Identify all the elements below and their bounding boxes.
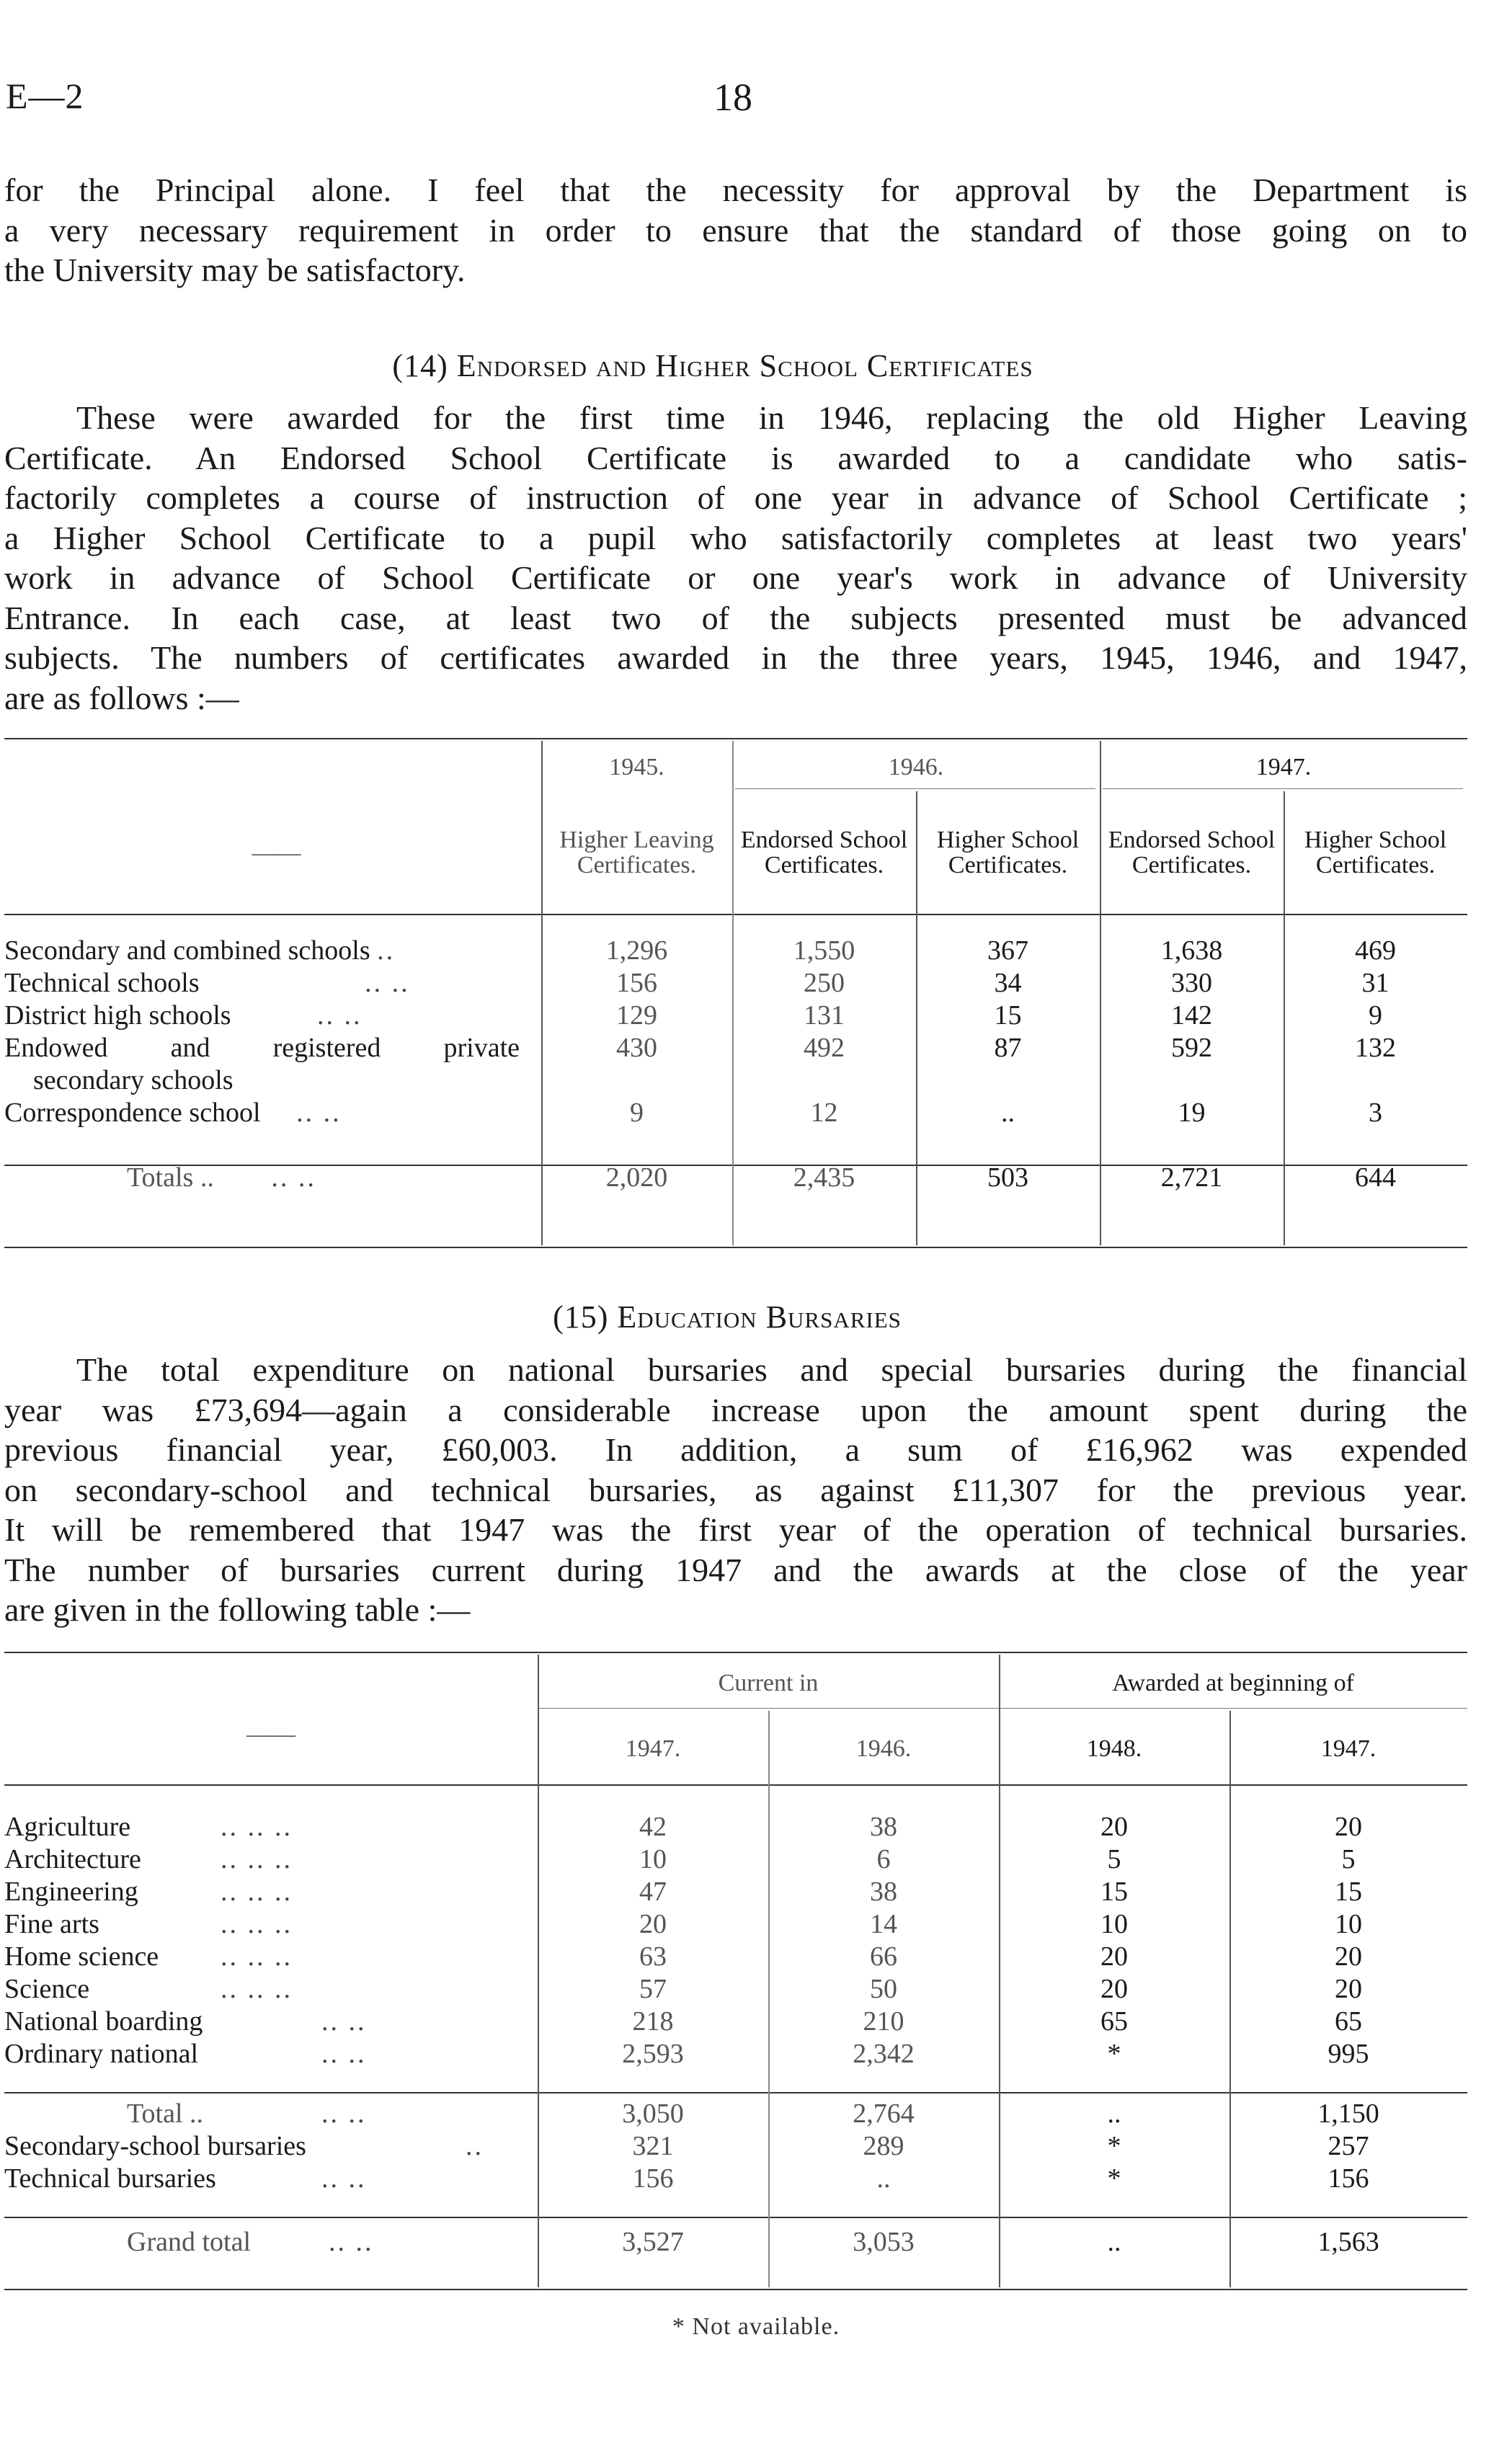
- row-label: Technical schools: [4, 967, 200, 998]
- leader-dots: .. ..: [271, 1162, 316, 1193]
- bursaries-table: [4, 1655, 1467, 2261]
- group-header: Current in: [718, 1669, 819, 1696]
- leader-dots: .. .. ..: [221, 1843, 293, 1874]
- text-line: a very necessary requirement in order to ensure that the standard of those going on to: [4, 211, 1467, 249]
- year-header: 1946.: [888, 753, 944, 780]
- cell-value: 14: [870, 1908, 897, 1939]
- row-label: Totals ..: [127, 1162, 214, 1193]
- table-row: [4, 1064, 1467, 1096]
- table-row: [4, 2162, 1467, 2194]
- cell-value: 257: [1328, 2130, 1369, 2161]
- text-line: The total expenditure on national bursaries and special bursaries during the financial: [76, 1351, 1467, 1388]
- cell-value: 63: [639, 1941, 667, 1972]
- table-row: [4, 2130, 1467, 2162]
- table-grand-total-row: [4, 2223, 1467, 2261]
- table-row: [4, 1096, 1467, 1129]
- cell-value: 592: [1171, 1032, 1212, 1063]
- cell-value: *: [1107, 2130, 1121, 2161]
- column-header: Endorsed School Certificates.: [740, 827, 908, 878]
- cell-value: 250: [804, 967, 845, 998]
- table-rule: [4, 738, 1467, 739]
- cell-value: 10: [1335, 1908, 1362, 1939]
- table-rule: [4, 1652, 1467, 1653]
- leader-dots: ..: [466, 2130, 484, 2161]
- cell-value: 6: [876, 1843, 891, 1874]
- cell-value: 87: [994, 1032, 1022, 1063]
- cell-value: 142: [1171, 1000, 1212, 1031]
- intro-paragraph: [4, 170, 1467, 290]
- cell-value: 20: [1335, 1941, 1362, 1972]
- cell-value: 20: [1335, 1811, 1362, 1842]
- cell-value: 1,296: [605, 935, 668, 966]
- cell-value: 50: [870, 1973, 897, 2004]
- column-divider: [732, 741, 734, 1245]
- text-line: year was £73,694—again a considerable increase upon the amount spent during the: [4, 1391, 1467, 1428]
- group-header: Awarded at beginning of: [1112, 1669, 1354, 1696]
- cell-value: 19: [1178, 1097, 1206, 1128]
- table-rule: [4, 2289, 1467, 2290]
- text-line: are given in the following table :—: [4, 1591, 471, 1628]
- table-row: [4, 1908, 1467, 1940]
- section-14-heading: (14) Endorsed and Higher School Certificates: [392, 348, 1033, 383]
- column-divider: [1284, 791, 1285, 1245]
- cell-value: 2,764: [853, 2098, 915, 2129]
- column-divider: [768, 1711, 770, 2287]
- year-header: 1946.: [855, 1735, 912, 1762]
- text-line: work in advance of School Certificate or one year's work in advance of University: [4, 559, 1467, 596]
- cell-value: 65: [1100, 2006, 1128, 2037]
- cell-value: 321: [632, 2130, 674, 2161]
- row-label: Total ..: [127, 2098, 204, 2129]
- leader-dots: .. .. ..: [221, 1973, 293, 2004]
- cell-value: 5: [1107, 1843, 1121, 1874]
- leader-dots: .. ..: [321, 2038, 367, 2069]
- cell-value: ..: [1107, 2227, 1121, 2257]
- leader-dots: .. .. ..: [221, 1941, 293, 1972]
- cell-value: 430: [616, 1032, 657, 1063]
- cell-value: 218: [632, 2006, 674, 2037]
- cell-value: 34: [994, 967, 1022, 998]
- cell-value: ..: [876, 2163, 891, 2194]
- cell-value: 3,527: [622, 2227, 684, 2257]
- section-15-paragraph: [4, 1350, 1467, 1630]
- row-label: Science: [4, 1973, 90, 2004]
- section-15-heading: (15) Education Bursaries: [553, 1299, 902, 1335]
- column-divider: [1229, 1711, 1231, 2287]
- cell-value: 3,050: [622, 2098, 684, 2129]
- text-line: previous financial year, £60,003. In addition, a sum of £16,962 was expended: [4, 1431, 1467, 1468]
- cell-value: 57: [639, 1973, 667, 2004]
- blank-header: ——: [246, 1720, 295, 1748]
- column-divider: [538, 1655, 539, 2287]
- column-header: Endorsed School Certificates.: [1108, 827, 1276, 878]
- row-label: Secondary-school bursaries: [4, 2130, 306, 2161]
- cell-value: 2,020: [605, 1162, 668, 1193]
- cell-value: 330: [1171, 967, 1212, 998]
- cell-value: 2,593: [622, 2038, 684, 2069]
- row-label: Technical bursaries: [4, 2163, 216, 2194]
- cell-value: 15: [1335, 1876, 1362, 1907]
- table-row: [4, 966, 1467, 999]
- text-line: factorily completes a course of instruction of one year in advance of School Certificate ;: [4, 479, 1467, 516]
- blank-header: ——: [252, 839, 301, 866]
- text-line: These were awarded for the first time in 1946, replacing the old Higher Leaving: [76, 399, 1467, 436]
- cell-value: 5: [1341, 1843, 1356, 1874]
- cell-value: 2,721: [1160, 1162, 1223, 1193]
- cell-value: 12: [810, 1097, 838, 1128]
- table-row: [4, 999, 1467, 1031]
- cell-value: 503: [987, 1162, 1028, 1193]
- cell-value: 42: [639, 1811, 667, 1842]
- text-line: the University may be satisfactory.: [4, 252, 466, 288]
- cell-value: 38: [870, 1811, 897, 1842]
- year-header: 1948.: [1086, 1735, 1142, 1762]
- cell-value: *: [1107, 2038, 1121, 2069]
- row-label: District high schools: [4, 1000, 231, 1031]
- table-row: [4, 1972, 1467, 2005]
- column-header: Higher School Certificates.: [936, 827, 1080, 878]
- row-label: Grand total: [127, 2227, 252, 2257]
- page-number: 18: [713, 76, 752, 119]
- leader-dots: ..: [377, 935, 396, 966]
- row-label: Agriculture: [4, 1811, 131, 1842]
- text-line: The number of bursaries current during 1947 and the awards at the close of the year: [4, 1551, 1467, 1588]
- cell-value: 20: [1100, 1973, 1128, 2004]
- table-row: [4, 1031, 1467, 1064]
- row-label: Secondary and combined schools: [4, 935, 370, 966]
- text-line: for the Principal alone. I feel that the necessity for approval by the Department is: [4, 172, 1467, 208]
- table-row: [4, 1843, 1467, 1875]
- leader-dots: .. .. ..: [221, 1876, 293, 1907]
- cell-value: 367: [987, 935, 1028, 966]
- section-14-paragraph: [4, 398, 1467, 718]
- row-label: Correspondence school: [4, 1097, 261, 1128]
- certificates-table: [4, 741, 1467, 1196]
- cell-value: 1,150: [1317, 2098, 1379, 2129]
- cell-value: 469: [1355, 935, 1396, 966]
- cell-value: 9: [630, 1097, 644, 1128]
- cell-value: 20: [1335, 1973, 1362, 2004]
- cell-value: 66: [870, 1941, 897, 1972]
- text-line: are as follows :—: [4, 679, 239, 716]
- cell-value: 492: [804, 1032, 845, 1063]
- cell-value: 31: [1361, 967, 1389, 998]
- cell-value: 3: [1369, 1097, 1382, 1128]
- column-divider: [541, 741, 543, 1245]
- leader-dots: .. ..: [365, 967, 410, 998]
- leader-dots: .. ..: [321, 2163, 367, 2194]
- cell-value: 15: [994, 1000, 1022, 1031]
- footnote: * Not available.: [672, 2313, 840, 2340]
- year-header: 1945.: [609, 753, 664, 780]
- cell-value: 132: [1355, 1032, 1396, 1063]
- cell-value: 1,638: [1160, 935, 1223, 966]
- cell-value: 1,550: [793, 935, 855, 966]
- cell-value: 1,563: [1317, 2227, 1379, 2257]
- cell-value: 156: [1328, 2163, 1369, 2194]
- cell-value: 156: [616, 967, 657, 998]
- column-divider: [999, 1655, 1000, 2287]
- cell-value: 38: [870, 1876, 897, 1907]
- page-reference: E—2: [6, 76, 84, 116]
- year-header: 1947.: [625, 1735, 681, 1762]
- cell-value: 47: [639, 1876, 667, 1907]
- table-total-row: [4, 1160, 1467, 1196]
- cell-value: ..: [1001, 1097, 1015, 1128]
- row-label: Endowed and registered private: [4, 1032, 520, 1063]
- cell-value: 20: [1100, 1811, 1128, 1842]
- cell-value: 3,053: [853, 2227, 915, 2257]
- row-label: National boarding: [4, 2006, 203, 2037]
- table-row: [4, 2037, 1467, 2070]
- row-label: Fine arts: [4, 1908, 99, 1939]
- cell-value: 65: [1335, 2006, 1362, 2037]
- table-row: [4, 934, 1467, 966]
- row-label: Engineering: [4, 1876, 138, 1907]
- cell-value: *: [1107, 2163, 1121, 2194]
- cell-value: 15: [1100, 1876, 1128, 1907]
- text-line: a Higher School Certificate to a pupil who satisfactorily completes at least two years': [4, 519, 1467, 556]
- cell-value: 129: [616, 1000, 657, 1031]
- leader-dots: .. ..: [321, 2098, 367, 2129]
- cell-value: 20: [1100, 1941, 1128, 1972]
- text-line: It will be remembered that 1947 was the first year of the operation of technical bursaries.: [4, 1511, 1467, 1548]
- cell-value: 156: [632, 2163, 674, 2194]
- table-total-row: [4, 2097, 1467, 2130]
- cell-value: 10: [639, 1843, 667, 1874]
- cell-value: 131: [804, 1000, 845, 1031]
- text-line: on secondary-school and technical bursaries, as against £11,307 for the previous year.: [4, 1471, 1467, 1508]
- row-label-continued: secondary schools: [33, 1064, 234, 1095]
- row-label: Home science: [4, 1941, 159, 1972]
- cell-value: ..: [1107, 2098, 1121, 2129]
- table-row: [4, 2005, 1467, 2037]
- cell-value: 20: [639, 1908, 667, 1939]
- cell-value: 9: [1369, 1000, 1382, 1031]
- leader-dots: .. ..: [317, 1000, 363, 1031]
- leader-dots: .. ..: [296, 1097, 342, 1128]
- column-header: Higher School Certificates.: [1304, 827, 1447, 878]
- year-header: 1947.: [1255, 753, 1312, 780]
- text-line: Certificate. An Endorsed School Certificate is awarded to a candidate who satis-: [4, 439, 1467, 476]
- column-divider: [1100, 741, 1101, 1245]
- leader-dots: .. .. ..: [221, 1908, 293, 1939]
- table-row: [4, 1940, 1467, 1972]
- leader-dots: .. ..: [329, 2227, 374, 2257]
- row-label: Ordinary national: [4, 2038, 199, 2069]
- year-header: 1947.: [1320, 1735, 1377, 1762]
- row-label: Architecture: [4, 1843, 141, 1874]
- table-rule: [4, 1247, 1467, 1248]
- cell-value: 2,435: [793, 1162, 855, 1193]
- column-divider: [916, 791, 917, 1245]
- leader-dots: .. .. ..: [221, 1811, 293, 1842]
- cell-value: 210: [863, 2006, 904, 2037]
- text-line: subjects. The numbers of certificates awarded in the three years, 1945, 1946, and 1947,: [4, 639, 1467, 676]
- cell-value: 2,342: [853, 2038, 915, 2069]
- cell-value: 995: [1328, 2038, 1369, 2069]
- cell-value: 10: [1100, 1908, 1128, 1939]
- text-line: Entrance. In each case, at least two of the subjects presented must be advanced: [4, 599, 1467, 636]
- leader-dots: .. ..: [321, 2006, 367, 2037]
- table-row: [4, 1810, 1467, 1843]
- table-row: [4, 1875, 1467, 1908]
- cell-value: 289: [863, 2130, 904, 2161]
- cell-value: 644: [1355, 1162, 1396, 1193]
- column-header: Higher Leaving Certificates.: [559, 827, 714, 878]
